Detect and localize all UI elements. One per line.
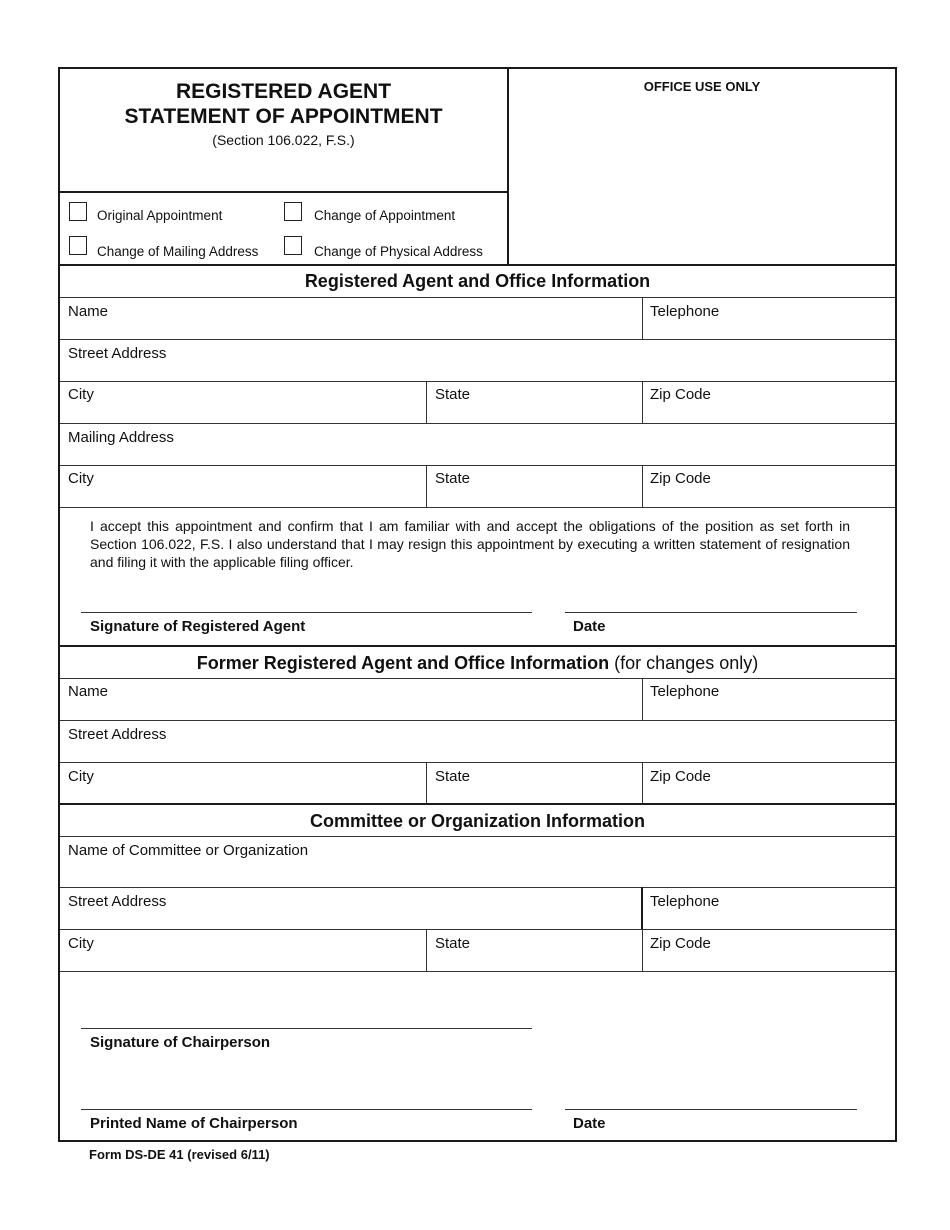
committee-section-title: Committee or Organization Information <box>309 811 645 831</box>
row-border <box>60 678 895 679</box>
row-border <box>60 423 895 424</box>
cell-divider <box>642 297 643 339</box>
mailing-city-field[interactable]: City <box>68 470 94 487</box>
section-border <box>60 803 895 805</box>
mailing-zip-field[interactable]: Zip Code <box>650 470 711 487</box>
cell-divider <box>642 762 643 804</box>
cell-divider <box>642 381 643 423</box>
chairperson-printed-name-line[interactable] <box>81 1109 532 1110</box>
cell-divider <box>641 887 643 929</box>
change-mailing-address-checkbox[interactable] <box>69 236 87 255</box>
header-divider <box>507 69 509 265</box>
agent-name-field[interactable]: Name <box>68 303 109 320</box>
committee-telephone-field[interactable]: Telephone <box>650 893 720 910</box>
row-border <box>60 381 895 382</box>
title-bottom-border <box>60 191 508 193</box>
row-border <box>60 465 895 466</box>
form-subtitle: (Section 106.022, F.S.) <box>212 132 355 148</box>
former-street-address-field[interactable]: Street Address <box>68 726 167 743</box>
row-border <box>60 297 895 298</box>
row-border <box>60 762 895 763</box>
section-border <box>60 264 895 266</box>
chairperson-printed-name-label: Printed Name of Chairperson <box>90 1115 298 1132</box>
agent-city-field[interactable]: City <box>68 386 94 403</box>
change-physical-address-checkbox[interactable] <box>284 236 302 255</box>
former-name-field[interactable]: Name <box>68 683 109 700</box>
form-title-block <box>60 79 507 149</box>
committee-state-field[interactable]: State <box>435 935 471 952</box>
appointment-form <box>58 67 897 1142</box>
row-border <box>60 971 895 972</box>
row-border <box>60 836 895 837</box>
former-state-field[interactable]: State <box>435 768 471 785</box>
cell-divider <box>426 929 427 971</box>
office-use-only-label: OFFICE USE ONLY <box>643 79 761 94</box>
former-section-title-suffix: (for changes only) <box>609 653 759 673</box>
former-zip-field[interactable]: Zip Code <box>650 768 711 785</box>
former-section-title <box>60 652 895 674</box>
agent-street-address-field[interactable]: Street Address <box>68 345 167 362</box>
form-title-line2: STATEMENT OF APPOINTMENT <box>124 105 443 128</box>
agent-signature-label: Signature of Registered Agent <box>90 618 306 635</box>
cell-divider <box>642 929 643 971</box>
agent-mailing-address-field[interactable]: Mailing Address <box>68 429 174 446</box>
former-city-field[interactable]: City <box>68 768 94 785</box>
row-border <box>60 720 895 721</box>
change-physical-address-label: Change of Physical Address <box>314 244 483 259</box>
agent-state-field[interactable]: State <box>435 386 471 403</box>
agent-date-label: Date <box>573 618 606 635</box>
original-appointment-label: Original Appointment <box>97 208 223 223</box>
committee-city-field[interactable]: City <box>68 935 94 952</box>
committee-zip-field[interactable]: Zip Code <box>650 935 711 952</box>
form-title-line1: REGISTERED AGENT <box>175 80 392 103</box>
chairperson-signature-line[interactable] <box>81 1028 532 1029</box>
chairperson-date-label: Date <box>573 1115 606 1132</box>
cell-divider <box>426 762 427 804</box>
row-border <box>60 339 895 340</box>
change-of-appointment-label: Change of Appointment <box>314 208 456 223</box>
agent-signature-line[interactable] <box>81 612 532 613</box>
cell-divider <box>426 381 427 423</box>
cell-divider <box>426 465 427 507</box>
chairperson-date-line[interactable] <box>565 1109 857 1110</box>
row-border <box>60 929 895 930</box>
committee-name-field[interactable]: Name of Committee or Organization <box>68 842 309 859</box>
agent-section-title: Registered Agent and Office Information <box>304 271 651 291</box>
change-mailing-address-label: Change of Mailing Address <box>97 244 259 259</box>
section-border <box>60 645 895 647</box>
change-of-appointment-checkbox[interactable] <box>284 202 302 221</box>
form-id-footer: Form DS-DE 41 (revised 6/11) <box>89 1147 270 1162</box>
acceptance-statement: I accept this appointment and confirm that I am familiar with and accept the obligations of the position as set forth in Section 106.022, F.S. I also understand that I may resign this appointment by executing a written statement of resignation and filing it with the applicable filing officer. <box>90 518 850 570</box>
row-border <box>60 507 895 508</box>
original-appointment-checkbox[interactable] <box>69 202 87 221</box>
cell-divider <box>642 678 643 720</box>
committee-street-address-field[interactable]: Street Address <box>68 893 167 910</box>
row-border <box>60 887 895 888</box>
former-section-title-main: Former Registered Agent and Office Information <box>196 653 610 673</box>
former-telephone-field[interactable]: Telephone <box>650 683 720 700</box>
agent-date-line[interactable] <box>565 612 857 613</box>
agent-telephone-field[interactable]: Telephone <box>650 303 720 320</box>
chairperson-signature-label: Signature of Chairperson <box>90 1034 271 1051</box>
cell-divider <box>642 465 643 507</box>
agent-zip-field[interactable]: Zip Code <box>650 386 711 403</box>
mailing-state-field[interactable]: State <box>435 470 471 487</box>
